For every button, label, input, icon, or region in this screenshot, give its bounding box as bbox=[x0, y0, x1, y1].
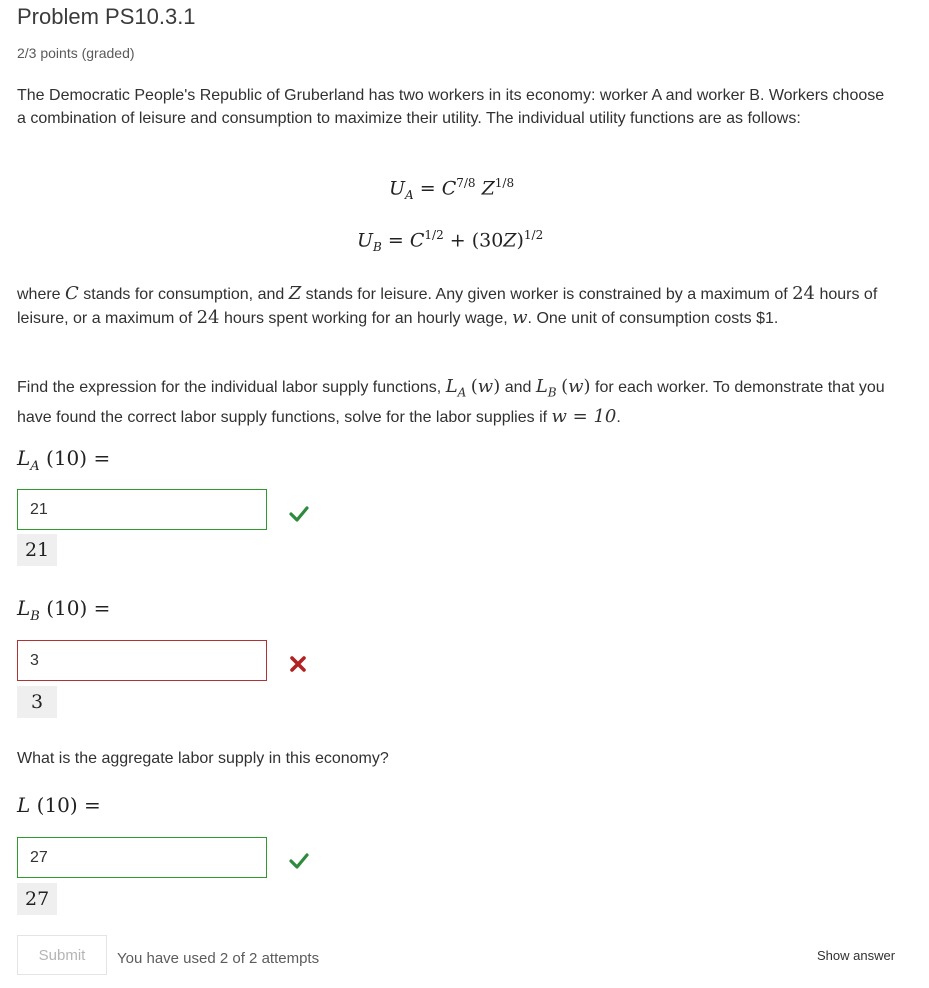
utility-equation-a: $U_A = C^{7/8}$ $Z^{1/8}$ bbox=[389, 176, 515, 203]
constraint-paragraph: where C stands for consumption, and Z stands for leisure. Any given worker is constrained by a maximum of 24 hours of leisure, or a maximum of 24 hours spent working for an hourly wage, w. One unit of consumption costs $1. bbox=[17, 283, 878, 328]
aggregate-question: What is the aggregate labor supply in this economy? bbox=[17, 750, 389, 767]
attempts-text: You have used 2 of 2 attempts bbox=[117, 950, 320, 967]
close-icon bbox=[288, 654, 308, 674]
answer-label-l: L (10) = bbox=[17, 793, 101, 817]
answer-preview-l: 27 bbox=[17, 883, 57, 915]
answer-preview-la: 21 bbox=[17, 534, 57, 566]
answer-input-lb[interactable]: 3 bbox=[17, 640, 267, 681]
answer-preview-lb: 3 bbox=[17, 686, 57, 718]
check-icon bbox=[289, 851, 309, 871]
answer-input-la[interactable]: 21 bbox=[17, 489, 267, 530]
problem-points: 2/3 points (graded) bbox=[17, 45, 135, 61]
answer-label-lb: $L_B$ (10) = bbox=[17, 596, 111, 624]
show-answer-button[interactable]: Show answer bbox=[817, 948, 896, 963]
problem-intro: The Democratic People's Republic of Gruberland has two workers in its economy: worker A and worker B. Workers choose a combination of leisure and consumption to maximize their utility. The individual utility functions are as follows: bbox=[17, 87, 885, 127]
question-paragraph: Find the expression for the individual labor supply functions, $L_A$ (w) and $L_B$ (w) for each worker. To demonstrate that you have found the correct labor supply functions, solve for the labor supplies if w = 10. bbox=[17, 376, 885, 427]
utility-equation-b: $U_B = C^{1/2} + (30Z)^{1/2}$ bbox=[357, 228, 544, 255]
check-icon bbox=[289, 504, 309, 524]
problem-title: Problem PS10.3.1 bbox=[17, 4, 196, 29]
answer-input-l[interactable]: 27 bbox=[17, 837, 267, 878]
answer-label-la: $L_A$ (10) = bbox=[17, 446, 111, 474]
submit-button[interactable]: Submit bbox=[17, 935, 107, 975]
